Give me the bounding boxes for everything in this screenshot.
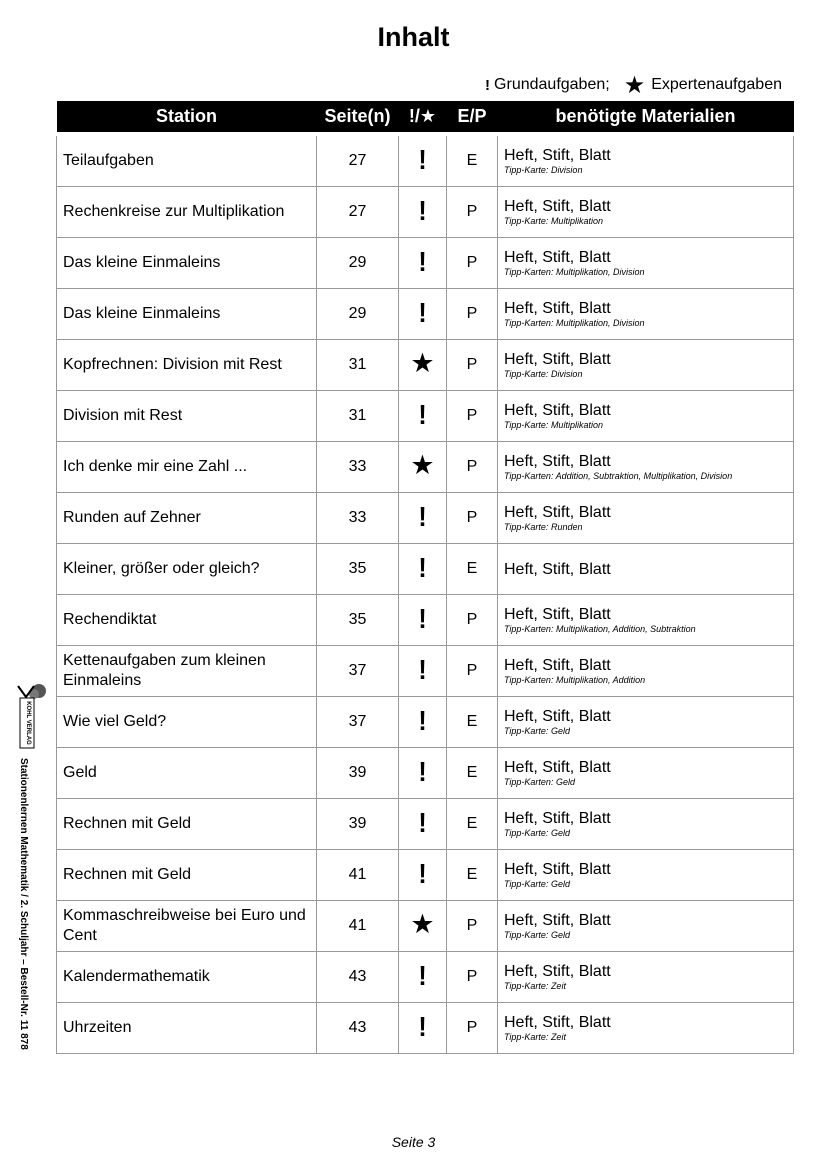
- page-number-cell: 33: [317, 442, 399, 493]
- star-icon: [399, 442, 447, 493]
- exclamation-icon: [399, 187, 447, 238]
- page-title: Inhalt: [377, 22, 450, 52]
- exclamation-icon: [399, 289, 447, 340]
- header-materials: benötigte Materialien: [498, 101, 794, 134]
- header-station: Station: [57, 101, 317, 134]
- task-type-symbol: !: [418, 858, 427, 889]
- table-header-row: [57, 101, 794, 134]
- table-row: [57, 850, 794, 901]
- materials-text: Heft, Stift, Blatt: [504, 606, 611, 623]
- tip-card-text: Tipp-Karte: Geld: [504, 879, 570, 889]
- page-number-cell: 29: [317, 289, 399, 340]
- station-name: Kleiner, größer oder gleich?: [57, 544, 317, 595]
- exclamation-icon: [399, 799, 447, 850]
- materials-cell: [498, 391, 794, 442]
- page-number: Seite 3: [391, 1134, 436, 1150]
- materials-text: Heft, Stift, Blatt: [504, 351, 611, 368]
- tip-card-text: Tipp-Karten: Addition, Subtraktion, Multiplikation, Division: [504, 471, 733, 481]
- exclamation-icon: [399, 134, 447, 187]
- exclamation-icon: [399, 238, 447, 289]
- materials-cell: [498, 952, 794, 1003]
- star-icon: [399, 340, 447, 391]
- materials-text: Heft, Stift, Blatt: [504, 861, 611, 878]
- table-row: [57, 238, 794, 289]
- materials-cell: [498, 646, 794, 697]
- table-row: [57, 952, 794, 1003]
- task-type-symbol: !: [418, 654, 427, 685]
- star-icon: [399, 901, 447, 952]
- materials-cell: [498, 1003, 794, 1054]
- materials-text: Heft, Stift, Blatt: [504, 963, 611, 980]
- materials-cell: [498, 134, 794, 187]
- station-name: Division mit Rest: [57, 391, 317, 442]
- svg-text:KOHL VERLAG: KOHL VERLAG: [25, 701, 31, 745]
- ep-cell: E: [447, 748, 498, 799]
- materials-text: Heft, Stift, Blatt: [504, 1014, 611, 1031]
- table-row: [57, 646, 794, 697]
- exclamation-icon: [399, 646, 447, 697]
- tip-card-text: Tipp-Karte: Division: [504, 369, 583, 379]
- materials-cell: [498, 544, 794, 595]
- table-row: [57, 595, 794, 646]
- table-row: [57, 748, 794, 799]
- task-type-symbol: !: [418, 195, 427, 226]
- symbol-legend: [485, 72, 782, 99]
- page-number-cell: 39: [317, 799, 399, 850]
- materials-text: Heft, Stift, Blatt: [504, 810, 611, 827]
- materials-cell: [498, 187, 794, 238]
- materials-cell: [498, 442, 794, 493]
- materials-cell: [498, 340, 794, 391]
- exclamation-icon: [399, 952, 447, 1003]
- ep-cell: P: [447, 646, 498, 697]
- tip-card-text: Tipp-Karten: Multiplikation, Division: [504, 267, 645, 277]
- materials-text: Heft, Stift, Blatt: [504, 708, 611, 725]
- tip-card-text: Tipp-Karte: Geld: [504, 930, 570, 940]
- materials-text: Heft, Stift, Blatt: [504, 657, 611, 674]
- tip-card-text: Tipp-Karte: Zeit: [504, 1032, 566, 1042]
- page-number-cell: 35: [317, 544, 399, 595]
- page-number-cell: 33: [317, 493, 399, 544]
- exclamation-icon: !: [485, 76, 491, 94]
- task-type-symbol: !: [418, 705, 427, 736]
- materials-cell: [498, 238, 794, 289]
- materials-cell: [498, 901, 794, 952]
- ep-cell: P: [447, 952, 498, 1003]
- ep-cell: P: [447, 187, 498, 238]
- materials-cell: [498, 748, 794, 799]
- ep-cell: P: [447, 340, 498, 391]
- ep-cell: E: [447, 799, 498, 850]
- materials-text: Heft, Stift, Blatt: [504, 249, 611, 266]
- page-number-cell: 27: [317, 134, 399, 187]
- table-row: [57, 134, 794, 187]
- station-name: Wie viel Geld?: [57, 697, 317, 748]
- station-name: Das kleine Einmaleins: [57, 238, 317, 289]
- star-icon: ★: [623, 72, 646, 99]
- header-pages: Seite(n): [317, 101, 399, 134]
- materials-cell: [498, 850, 794, 901]
- exclamation-icon: [399, 595, 447, 646]
- ep-cell: P: [447, 1003, 498, 1054]
- station-name: Rechendiktat: [57, 595, 317, 646]
- ep-cell: P: [447, 238, 498, 289]
- materials-cell: [498, 493, 794, 544]
- materials-text: Heft, Stift, Blatt: [504, 504, 611, 521]
- exclamation-icon: [399, 544, 447, 595]
- tip-card-text: Tipp-Karten: Multiplikation, Division: [504, 318, 645, 328]
- ep-cell: E: [447, 134, 498, 187]
- exclamation-icon: [399, 391, 447, 442]
- ep-cell: P: [447, 391, 498, 442]
- task-type-symbol: !: [418, 1011, 427, 1042]
- sidebar-text: Stationenlernen Mathematik / 2. Schuljahr – Bestell-Nr. 11 878: [18, 758, 29, 1050]
- page-number-cell: 31: [317, 340, 399, 391]
- station-name: Kalendermathematik: [57, 952, 317, 1003]
- tip-card-text: Tipp-Karte: Multiplikation: [504, 420, 603, 430]
- task-type-symbol: !: [418, 144, 427, 175]
- task-type-symbol: !: [418, 960, 427, 991]
- materials-text: Heft, Stift, Blatt: [504, 147, 611, 164]
- station-name: Das kleine Einmaleins: [57, 289, 317, 340]
- page-number-cell: 29: [317, 238, 399, 289]
- ep-cell: E: [447, 544, 498, 595]
- station-name: Teilaufgaben: [57, 134, 317, 187]
- tip-card-text: Tipp-Karte: Runden: [504, 522, 583, 532]
- materials-cell: [498, 289, 794, 340]
- station-name: Rechenkreise zur Multiplikation: [57, 187, 317, 238]
- page-number-cell: 27: [317, 187, 399, 238]
- task-type-symbol: ★: [410, 450, 435, 480]
- table-row: [57, 697, 794, 748]
- table-row: [57, 340, 794, 391]
- ep-cell: P: [447, 289, 498, 340]
- header-type: !/★: [399, 101, 447, 134]
- station-name: Rechnen mit Geld: [57, 850, 317, 901]
- task-type-symbol: ★: [410, 348, 435, 378]
- table-row: [57, 289, 794, 340]
- header-ep: E/P: [447, 101, 498, 134]
- materials-text: Heft, Stift, Blatt: [504, 912, 611, 929]
- page-number-cell: 43: [317, 952, 399, 1003]
- station-name: Kettenaufgaben zum kleinen Einmaleins: [57, 646, 317, 697]
- materials-text: Heft, Stift, Blatt: [504, 453, 611, 470]
- task-type-symbol: !: [418, 399, 427, 430]
- station-name: Kopfrechnen: Division mit Rest: [57, 340, 317, 391]
- station-name: Rechnen mit Geld: [57, 799, 317, 850]
- exclamation-icon: [399, 1003, 447, 1054]
- task-type-symbol: !: [418, 552, 427, 583]
- tip-card-text: Tipp-Karten: Multiplikation, Addition: [504, 675, 646, 685]
- ep-cell: P: [447, 595, 498, 646]
- page-number-cell: 37: [317, 646, 399, 697]
- task-type-symbol: !: [418, 756, 427, 787]
- task-type-symbol: !: [418, 807, 427, 838]
- exclamation-icon: [399, 748, 447, 799]
- station-name: Geld: [57, 748, 317, 799]
- ep-cell: E: [447, 697, 498, 748]
- legend-expert-label: Expertenaufgaben: [651, 76, 782, 93]
- task-type-symbol: !: [418, 501, 427, 532]
- table-row: [57, 493, 794, 544]
- ep-cell: P: [447, 442, 498, 493]
- table-row: [57, 544, 794, 595]
- exclamation-icon: [399, 697, 447, 748]
- legend-basic-label: Grundaufgaben;: [494, 76, 610, 93]
- tip-card-text: Tipp-Karten: Multiplikation, Addition, Subtraktion: [504, 624, 696, 634]
- table-row: [57, 901, 794, 952]
- tip-card-text: Tipp-Karte: Geld: [504, 726, 570, 736]
- page-number-cell: 35: [317, 595, 399, 646]
- ep-cell: P: [447, 493, 498, 544]
- materials-text: Heft, Stift, Blatt: [504, 402, 611, 419]
- task-type-symbol: ★: [410, 909, 435, 939]
- table-row: [57, 442, 794, 493]
- table-row: [57, 391, 794, 442]
- exclamation-icon: [399, 850, 447, 901]
- table-row: [57, 1003, 794, 1054]
- materials-cell: [498, 697, 794, 748]
- station-name: Runden auf Zehner: [57, 493, 317, 544]
- tip-card-text: Tipp-Karte: Multiplikation: [504, 216, 603, 226]
- page-number-cell: 37: [317, 697, 399, 748]
- page-number-cell: 39: [317, 748, 399, 799]
- tip-card-text: Tipp-Karte: Division: [504, 165, 583, 175]
- materials-text: Heft, Stift, Blatt: [504, 560, 611, 578]
- ep-cell: P: [447, 901, 498, 952]
- tip-card-text: Tipp-Karte: Geld: [504, 828, 570, 838]
- station-name: Ich denke mir eine Zahl ...: [57, 442, 317, 493]
- materials-cell: [498, 595, 794, 646]
- tip-card-text: Tipp-Karte: Zeit: [504, 981, 566, 991]
- contents-table: [56, 101, 794, 1054]
- station-name: Uhrzeiten: [57, 1003, 317, 1054]
- materials-text: Heft, Stift, Blatt: [504, 198, 611, 215]
- materials-text: Heft, Stift, Blatt: [504, 300, 611, 317]
- task-type-symbol: !: [418, 603, 427, 634]
- ep-cell: E: [447, 850, 498, 901]
- page-number-cell: 41: [317, 850, 399, 901]
- materials-text: Heft, Stift, Blatt: [504, 759, 611, 776]
- page-number-cell: 43: [317, 1003, 399, 1054]
- exclamation-icon: [399, 493, 447, 544]
- table-row: [57, 799, 794, 850]
- publisher-logo: [17, 683, 47, 749]
- materials-cell: [498, 799, 794, 850]
- task-type-symbol: !: [418, 246, 427, 277]
- task-type-symbol: !: [418, 297, 427, 328]
- station-name: Kommaschreibweise bei Euro und Cent: [57, 901, 317, 952]
- tip-card-text: Tipp-Karten: Geld: [504, 777, 575, 787]
- page-number-cell: 41: [317, 901, 399, 952]
- table-row: [57, 187, 794, 238]
- page-number-cell: 31: [317, 391, 399, 442]
